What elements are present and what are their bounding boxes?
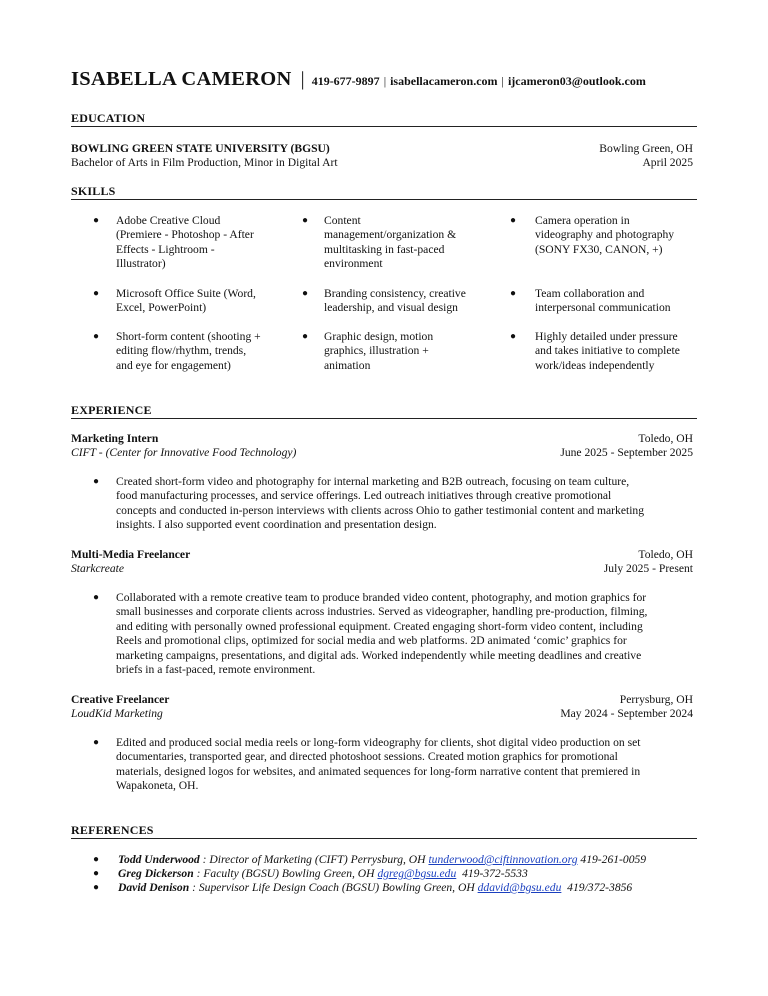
- job-role: Marketing Intern: [71, 432, 159, 445]
- reference-item: [118, 853, 646, 867]
- job-description-line: concepts and conducted in-person interviews with clients across Ohio to gather testimonial content and marketing: [116, 503, 645, 517]
- skill-line: interpersonal communication: [535, 301, 671, 315]
- job-date: July 2025 - Present: [603, 562, 693, 575]
- skill-item: [535, 287, 705, 316]
- job-description-line: documentaries, transported gear, and directed photoshoot sessions. Created motion graphics for promotional: [116, 750, 618, 764]
- skill-line: and eye for engagement): [116, 358, 231, 372]
- job-description: [116, 591, 694, 677]
- phone-number: 419-677-9897: [311, 74, 380, 88]
- email-link[interactable]: ijcameron03@outlook.com: [507, 74, 646, 88]
- reference-name: Greg Dickerson: [118, 867, 194, 880]
- skill-line: Effects - Lightroom -: [116, 242, 215, 256]
- contact-separator: |: [383, 74, 387, 88]
- header-separator: |: [300, 68, 305, 90]
- job-description-line: small businesses and corporate clients across industries. Served as videographer, handling pre-production, filming,: [116, 605, 648, 619]
- job-description: [116, 736, 694, 794]
- education-heading: EDUCATION: [71, 111, 697, 127]
- job-description-line: Reels and promotional clips, optimized for social media and web platforms. 2D animated ‘comic’ graphics for: [116, 634, 627, 648]
- job-organization: Starkcreate: [71, 562, 125, 575]
- job-description-line: insights. I also supported event coordination and presentation design.: [116, 518, 437, 532]
- skill-line: Short-form content (shooting +: [116, 330, 261, 343]
- school-name: BOWLING GREEN STATE UNIVERSITY (BGSU): [71, 142, 330, 155]
- skill-item: [535, 330, 705, 373]
- skill-line: Graphic design, motion: [324, 330, 434, 343]
- reference-item: [118, 867, 528, 881]
- skill-line: animation: [324, 358, 371, 372]
- skill-bullet: ●: [93, 288, 100, 299]
- job-description: [116, 475, 694, 533]
- job-organization: CIFT - (Center for Innovative Food Technology): [71, 446, 297, 459]
- skill-line: Microsoft Office Suite (Word,: [116, 287, 256, 300]
- skill-bullet: ●: [510, 331, 517, 342]
- job-location: Toledo, OH: [638, 432, 693, 445]
- reference-phone: 419/372-3856: [561, 881, 633, 894]
- skill-bullet: ●: [93, 331, 100, 342]
- job-description-line: Collaborated with a remote creative team to produce branded video content, photography, and motion graphics for: [116, 591, 647, 604]
- reference-bullet: ●: [93, 882, 100, 893]
- skill-line: multitasking in fast-paced: [324, 242, 445, 256]
- skill-line: work/ideas independently: [535, 358, 655, 372]
- skill-bullet: ●: [510, 215, 517, 226]
- job-date: May 2024 - September 2024: [560, 707, 693, 720]
- skill-line: Excel, PowerPoint): [116, 301, 207, 315]
- skill-line: Content: [324, 214, 361, 227]
- skill-item: [535, 214, 705, 257]
- graduation-date: April 2025: [642, 156, 693, 169]
- job-location: Perrysburg, OH: [619, 693, 693, 706]
- skill-line: Branding consistency, creative: [324, 287, 466, 300]
- reference-phone: 419-372-5533: [456, 867, 528, 880]
- job-description-line: materials, designed logos for websites, and animated sequences for long-form narrative content that premiered in: [116, 764, 641, 778]
- job-bullet: ●: [93, 592, 100, 603]
- job-description-line: Edited and produced social media reels or long-form videography for clients, shot digital video production on set: [116, 736, 641, 749]
- reference-email-link[interactable]: ddavid@bgsu.edu: [477, 881, 562, 894]
- skill-item: [324, 214, 494, 272]
- skill-line: management/organization &: [324, 228, 457, 242]
- references-heading: REFERENCES: [71, 823, 697, 839]
- skill-bullet: ●: [302, 215, 309, 226]
- job-organization: LoudKid Marketing: [71, 707, 163, 720]
- reference-bullet: ●: [93, 854, 100, 865]
- skill-item: [116, 214, 286, 272]
- skill-line: Team collaboration and: [535, 287, 645, 300]
- reference-description: : Faculty (BGSU) Bowling Green, OH: [193, 867, 378, 880]
- skills-heading: SKILLS: [71, 184, 697, 200]
- reference-email-link[interactable]: dgreg@bgsu.edu: [377, 867, 457, 880]
- job-description-line: marketing campaigns, presentations, and digital ads. Worked independently while meeting deadlines and creative: [116, 648, 642, 662]
- reference-email-link[interactable]: tunderwood@ciftinnovation.org: [428, 853, 578, 866]
- job-description-line: Created short-form video and photography for internal marketing and B2B outreach, focusing on team culture,: [116, 475, 630, 488]
- job-description-line: food manufacturing processes, and service offerings. Led outreach initiatives through creative promotional: [116, 489, 612, 503]
- skill-item: [116, 330, 286, 373]
- skill-item: [116, 287, 286, 316]
- job-location: Toledo, OH: [638, 548, 693, 561]
- skill-line: graphics, illustration +: [324, 344, 429, 358]
- website-link[interactable]: isabellacameron.com: [390, 74, 498, 88]
- reference-phone: 419-261-0059: [577, 853, 647, 866]
- degree: Bachelor of Arts in Film Production, Minor in Digital Art: [71, 156, 338, 169]
- skill-line: and takes initiative to complete: [535, 344, 680, 358]
- contact-separator: |: [501, 74, 504, 88]
- reference-description: : Director of Marketing (CIFT) Perrysburg, OH: [199, 853, 429, 866]
- job-date: June 2025 - September 2025: [560, 446, 693, 459]
- experience-heading: EXPERIENCE: [71, 403, 697, 419]
- reference-name: David Denison: [118, 881, 190, 894]
- skill-item: [324, 287, 494, 316]
- skill-bullet: ●: [93, 215, 100, 226]
- skill-bullet: ●: [302, 331, 309, 342]
- job-description-line: Wapakoneta, OH.: [116, 779, 199, 793]
- skill-line: Illustrator): [116, 257, 166, 271]
- skill-line: (SONY FX30, CANON, +): [535, 242, 663, 256]
- job-role: Multi-Media Freelancer: [71, 548, 191, 561]
- candidate-name: ISABELLA CAMERON: [71, 68, 292, 90]
- skill-line: editing flow/rhythm, trends,: [116, 344, 247, 358]
- job-bullet: ●: [93, 476, 100, 487]
- reference-item: [118, 881, 632, 895]
- school-location: Bowling Green, OH: [599, 142, 693, 155]
- job-bullet: ●: [93, 737, 100, 748]
- reference-description: : Supervisor Life Design Coach (BGSU) Bowling Green, OH: [189, 881, 478, 894]
- reference-name: Todd Underwood: [118, 853, 200, 866]
- job-description-line: and editing with personally owned professional equipment. Created engaging short-form video content, including: [116, 619, 643, 633]
- skill-bullet: ●: [302, 288, 309, 299]
- skill-line: Camera operation in: [535, 214, 630, 227]
- job-role: Creative Freelancer: [71, 693, 170, 706]
- skill-line: Highly detailed under pressure: [535, 330, 678, 343]
- skill-line: leadership, and visual design: [324, 301, 458, 315]
- skill-line: environment: [324, 257, 383, 271]
- job-description-line: briefs in a fast-paced, remote environment.: [116, 663, 316, 677]
- resume-header: [71, 68, 646, 90]
- skill-bullet: ●: [510, 288, 517, 299]
- skill-line: Adobe Creative Cloud: [116, 214, 221, 227]
- reference-bullet: ●: [93, 868, 100, 879]
- skill-line: (Premiere - Photoshop - After: [116, 228, 254, 242]
- skill-line: videography and photography: [535, 228, 675, 242]
- skill-item: [324, 330, 494, 373]
